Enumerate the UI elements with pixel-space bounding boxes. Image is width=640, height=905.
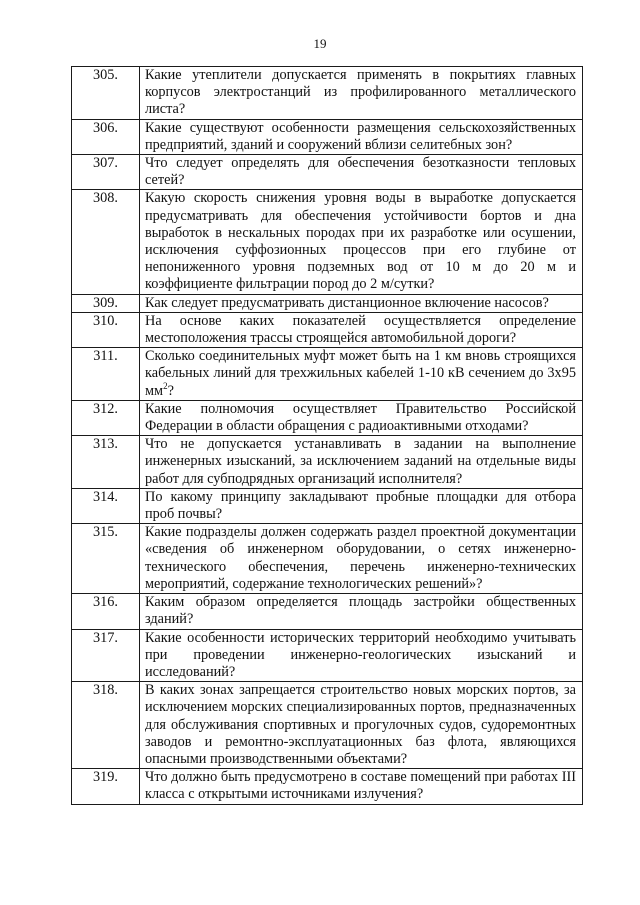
question-number: 314. (72, 488, 140, 523)
question-number: 311. (72, 348, 140, 401)
question-text: В каких зонах запрещается строительство новых морских портов, за исключением морских специализированных портов, предназначенных для обслуживания спортивных и прогулочных судов, судоремонтных заводов и ремонтно-эксплуатационных баз флота, являющихся опасными производственными объектами? (140, 682, 583, 769)
table-row (72, 312, 583, 347)
superscript: 2 (163, 380, 168, 391)
question-number: 318. (72, 682, 140, 769)
question-text: Как следует предусматривать дистанционное включение насосов? (140, 294, 583, 312)
question-text: Каким образом определяется площадь застройки общественных зданий? (140, 594, 583, 629)
table-row (72, 629, 583, 682)
question-number: 310. (72, 312, 140, 347)
question-text: Какие существуют особенности размещения сельскохозяйственных предприятий, зданий и сооружений вблизи селитебных зон? (140, 119, 583, 154)
question-text: Какие полномочия осуществляет Правительство Российской Федерации в области обращения с радиоактивными отходами? (140, 400, 583, 435)
table-row (72, 436, 583, 489)
question-number: 307. (72, 155, 140, 190)
table-row (72, 594, 583, 629)
table-row (72, 67, 583, 120)
question-number: 316. (72, 594, 140, 629)
table-row (72, 488, 583, 523)
question-text: Что следует определять для обеспечения безотказности тепловых сетей? (140, 155, 583, 190)
question-text: Какую скорость снижения уровня воды в выработке допускается предусматривать для обеспечения устойчивости бортов и дна выработок в нескальных породах при их разработке или осушении, исключения суффозионных процессов при его глубине от непониженного уровня подземных вод от 10 м до 20 м и коэффициенте фильтрации пород до 2 м/сутки? (140, 190, 583, 294)
table-row (72, 769, 583, 804)
question-text: На основе каких показателей осуществляется определение местоположения трассы строящейся автомобильной дороги? (140, 312, 583, 347)
questions-table (71, 66, 583, 805)
question-number: 315. (72, 524, 140, 594)
question-text: Какие подразделы должен содержать раздел проектной документации «сведения об инженерном оборудовании, о сетях инженерно-технического обеспечения, перечень инженерно-технических мероприятий, содержание технологических решений»? (140, 524, 583, 594)
table-row (72, 524, 583, 594)
table-row (72, 294, 583, 312)
table-row (72, 155, 583, 190)
question-text: Какие утеплители допускается применять в покрытиях главных корпусов электростанций из профилированного металлического листа? (140, 67, 583, 120)
question-text: Что должно быть предусмотрено в составе помещений при работах III класса с открытыми источниками излучения? (140, 769, 583, 804)
question-text: Что не допускается устанавливать в задании на выполнение инженерных изысканий, за исключением заданий на отдельные виды работ для субподрядных организаций исполнителя? (140, 436, 583, 489)
table-row (72, 400, 583, 435)
question-number: 308. (72, 190, 140, 294)
question-text-main: Сколько соединительных муфт может быть на 1 км вновь строящихся кабельных линий для трехжильных кабелей 1-10 кВ сечением до 3х95 мм (145, 348, 576, 399)
table-row (72, 190, 583, 294)
question-text: По какому принципу закладывают пробные площадки для отбора проб почвы? (140, 488, 583, 523)
question-number: 313. (72, 436, 140, 489)
question-number: 312. (72, 400, 140, 435)
question-number: 305. (72, 67, 140, 120)
question-text: Какие особенности исторических территорий необходимо учитывать при проведении инженерно-геологических изысканий и исследований? (140, 629, 583, 682)
question-number: 306. (72, 119, 140, 154)
question-text-tail: ? (167, 382, 174, 399)
question-text (140, 348, 583, 401)
question-number: 319. (72, 769, 140, 804)
question-number: 309. (72, 294, 140, 312)
table-row (72, 682, 583, 769)
table-row (72, 348, 583, 401)
table-row (72, 119, 583, 154)
page-number: 19 (313, 36, 327, 51)
question-number: 317. (72, 629, 140, 682)
